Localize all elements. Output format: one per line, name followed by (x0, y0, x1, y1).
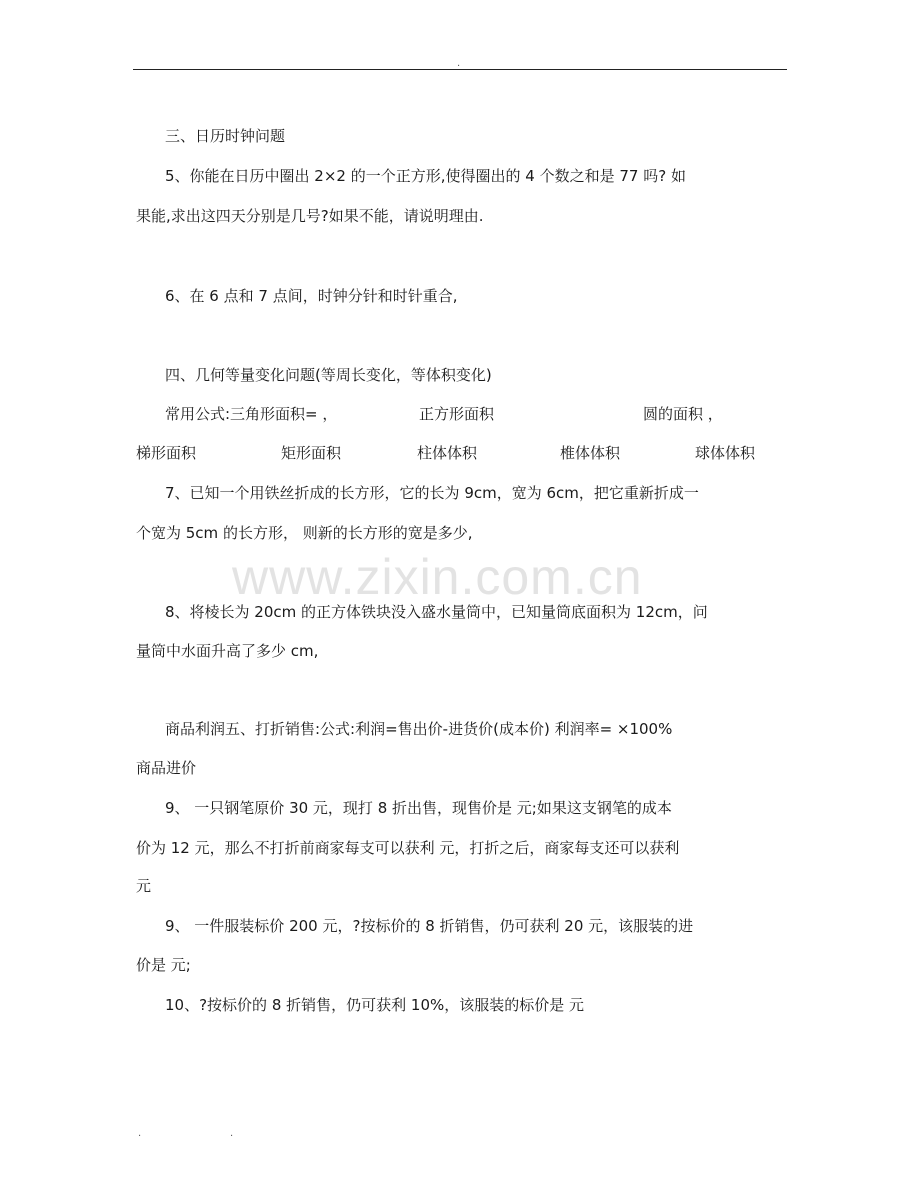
header-rule (133, 69, 787, 70)
question-7-line-2: 个宽为 5cm 的长方形， 则新的长方形的宽是多少, (136, 524, 473, 542)
formula-rectangle: 矩形面积 (281, 444, 342, 462)
watermark: www.zixin.com.cn (232, 549, 643, 605)
discount-formula-line-2: 商品进价 (136, 759, 197, 777)
formula-circle: 圆的面积 ， (643, 405, 723, 423)
formula-square: 正方形面积 (419, 405, 495, 423)
formula-cylinder: 柱体体积 (417, 444, 478, 462)
footer-dot-right: . (230, 1128, 234, 1139)
question-8-line-2: 量筒中水面升高了多少 cm, (136, 642, 319, 660)
formula-sphere: 球体体积 (695, 444, 756, 462)
question-9b-line-2: 价是 元; (136, 956, 191, 974)
formula-cone: 椎体体积 (560, 444, 621, 462)
question-5-line-2: 果能,求出这四天分别是几号?如果不能，请说明理由. (136, 207, 484, 225)
question-9b-line-1: 9、 一件服装标价 200 元，?按标价的 8 折销售，仍可获利 20 元，该服装的进 (165, 917, 694, 935)
section-title-calendar: 三、日历时钟问题 (165, 127, 286, 145)
question-9a-line-1: 9、 一只钢笔原价 30 元，现打 8 折出售，现售价是 元;如果这支钢笔的成本 (165, 799, 672, 817)
question-6: 6、在 6 点和 7 点间，时钟分针和时针重合, (165, 287, 458, 305)
header-dot: . (457, 58, 461, 69)
question-7-line-1: 7、已知一个用铁丝折成的长方形，它的长为 9cm，宽为 6cm，把它重新折成一 (165, 484, 699, 502)
question-5-line-1: 5、你能在日历中圈出 2×2 的一个正方形,使得圈出的 4 个数之和是 77 吗? 如 (165, 167, 686, 185)
section-title-geometry: 四、几何等量变化问题(等周长变化，等体积变化) (165, 366, 492, 384)
question-8-line-1: 8、将棱长为 20cm 的正方体铁块没入盛水量筒中，已知量筒底面积为 12cm，问 (165, 603, 708, 621)
question-10: 10、?按标价的 8 折销售，仍可获利 10%，该服装的标价是 元 (165, 996, 585, 1014)
footer-dot-left: . (138, 1128, 142, 1139)
discount-formula-line-1: 商品利润五、打折销售:公式:利润=售出价-进货价(成本价) 利润率= ×100% (165, 720, 673, 738)
formula-lead: 常用公式:三角形面积= ， (165, 405, 338, 423)
formula-trapezoid: 梯形面积 (136, 444, 197, 462)
question-9a-line-2: 价为 12 元，那么不打折前商家每支可以获利 元，打折之后，商家每支还可以获利 (136, 839, 680, 857)
question-9a-line-3: 元 (136, 877, 152, 895)
